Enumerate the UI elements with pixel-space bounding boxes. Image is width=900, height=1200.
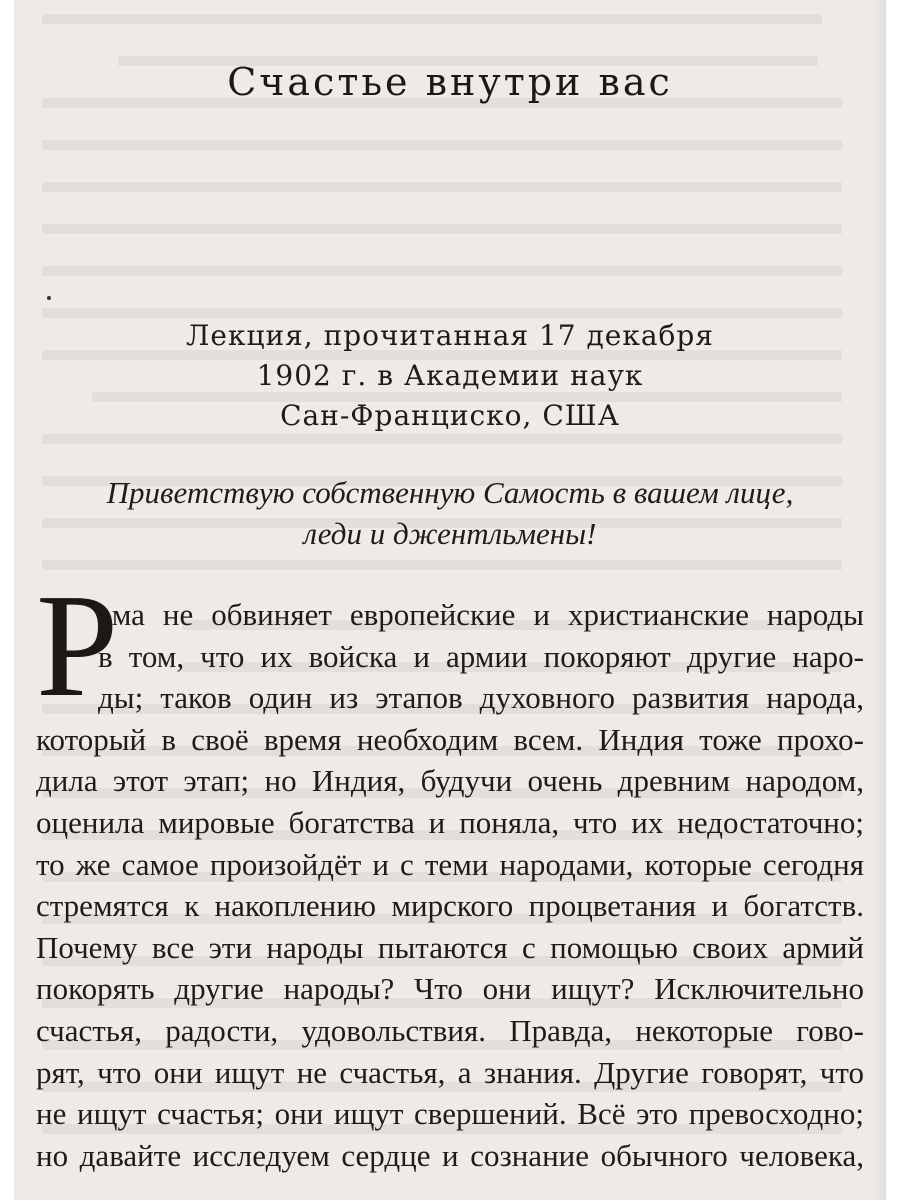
body-line: то же самое произойдёт и с теми народами, которые сегодня — [36, 846, 864, 882]
lecture-subtitle — [0, 316, 900, 436]
body-line: стремятся к накоплению мирского процветания и богатств. — [36, 888, 864, 924]
body-text — [36, 564, 864, 1176]
body-line: дила этот этап; но Индия, будучи очень древним народом, — [36, 763, 864, 799]
body-line: покорять другие народы? Что они ищут? Исключительно — [36, 971, 864, 1007]
body-line: который в своё время необходим всем. Индия тоже прохо- — [36, 721, 864, 757]
body-line: ды; таков один из этапов духовного развития народа, — [98, 680, 864, 716]
drop-cap: Р — [36, 564, 119, 728]
chapter-title: Счастье внутри вас — [227, 60, 673, 104]
body-line: ама не обвиняет европейские и христианские народы — [98, 597, 864, 632]
subtitle-line: 1902 г. в Академии наук — [256, 359, 644, 392]
page-edge-shadow — [872, 0, 886, 1200]
body-line: оценила мировые богатства и поняла, что их недостаточно; — [36, 804, 864, 840]
subtitle-line: Сан-Франциско, США — [280, 399, 620, 432]
body-line: но давайте исследуем сердце и сознание обычного человека, — [36, 1137, 864, 1173]
body-line: Почему все эти народы пытаются с помощью своих армий — [36, 929, 864, 965]
body-line: не ищут счастья; они ищут свершений. Всё это превосходно; — [36, 1096, 864, 1132]
body-line: счастья, радости, удовольствия. Правда, некоторые гово- — [36, 1012, 864, 1048]
greeting-line: Приветствую собственную Самость в вашем лице, — [106, 475, 794, 510]
greeting — [0, 472, 900, 554]
ink-dot — [47, 296, 51, 300]
body-line: рят, что они ищут не счастья, а знания. Другие говорят, что — [36, 1054, 864, 1090]
subtitle-line: Лекция, прочитанная 17 декабря — [186, 319, 714, 352]
body-line: в том, что их войска и армии покоряют другие наро- — [98, 638, 864, 674]
greeting-line: леди и джентльмены! — [303, 516, 597, 551]
